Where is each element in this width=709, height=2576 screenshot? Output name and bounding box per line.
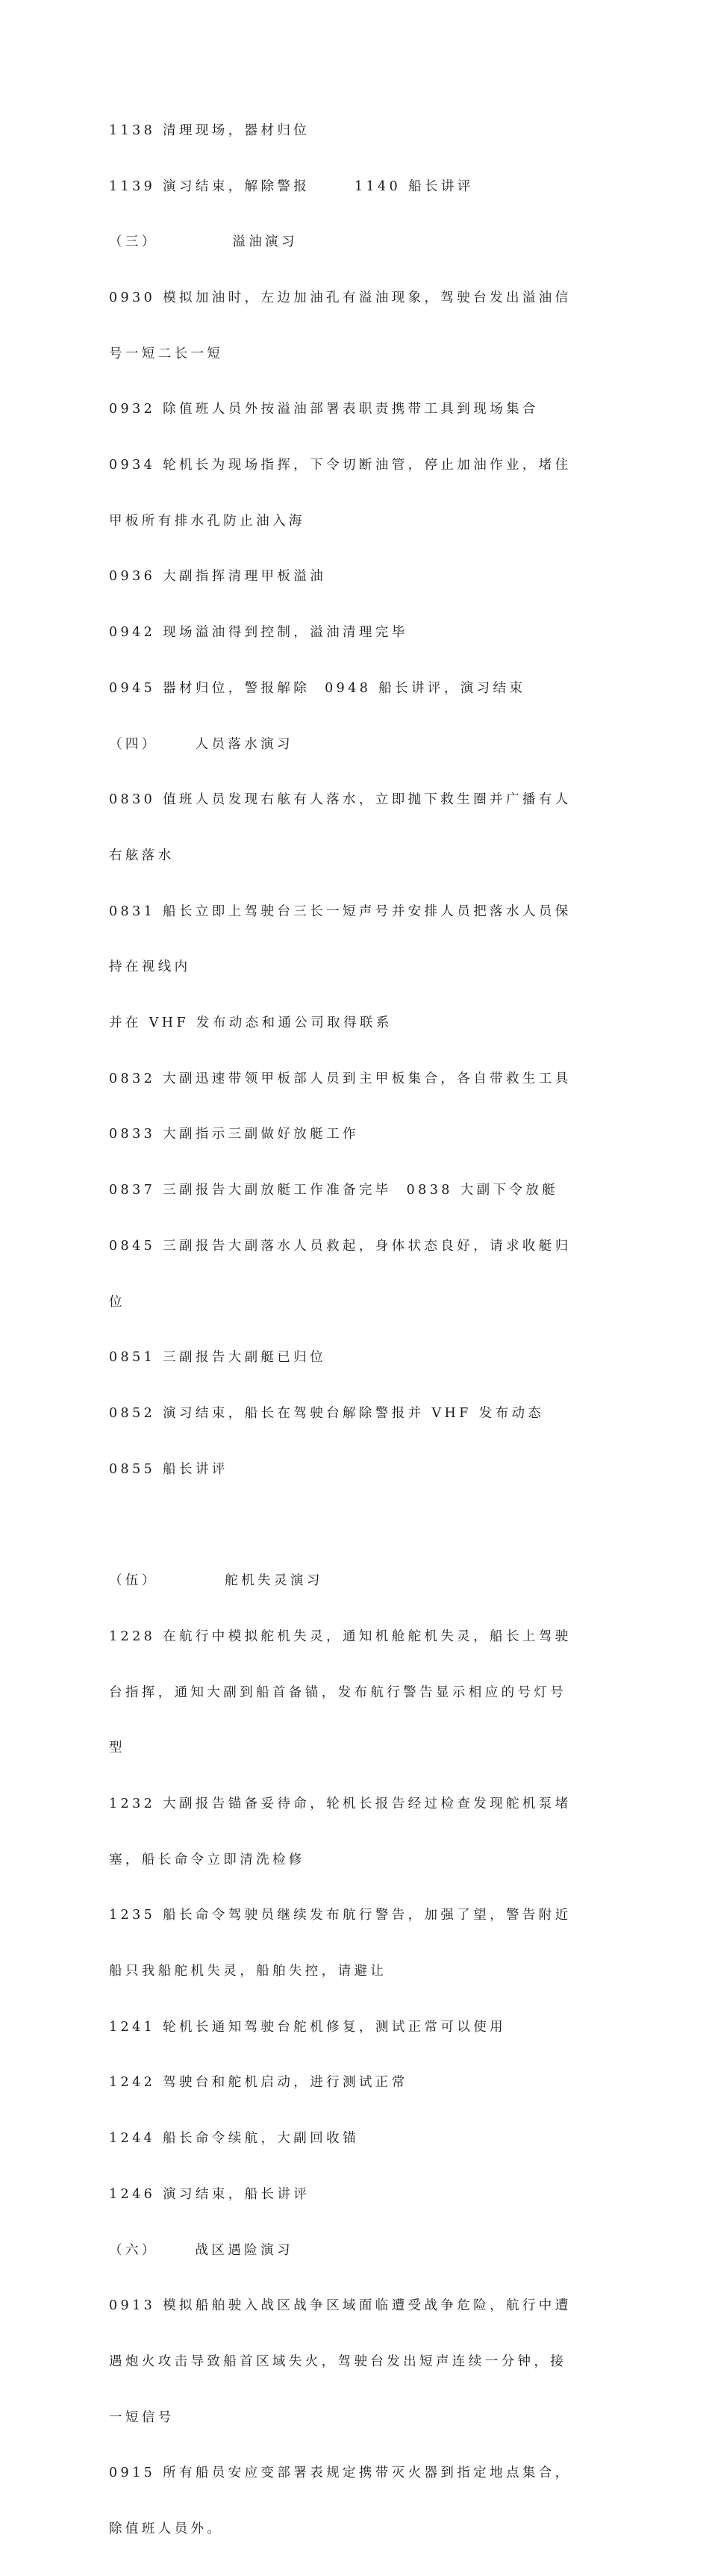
section-heading: （四） 人员落水演习 bbox=[109, 736, 293, 752]
text-line: 1138 清理现场，器材归位 bbox=[109, 122, 310, 138]
text-line: 1244 船长命令续航，大副回收锚 bbox=[109, 2131, 359, 2147]
text-line: 0932 除值班人员外按溢油部署表职责携带工具到现场集合 bbox=[109, 402, 539, 417]
text-line: 1139 演习结束，解除警报 1140 船长讲评 bbox=[109, 178, 474, 194]
text-line: 0855 船长讲评 bbox=[109, 1461, 228, 1477]
text-line: 遇炮火攻击导致船首区域失火，驾驶台发出短声连续一分钟，接 bbox=[109, 2353, 567, 2369]
text-line: 0942 现场溢油得到控制，溢油清理完毕 bbox=[109, 625, 408, 641]
text-line: 0930 模拟加油时，左边加油孔有溢油现象，驾驶台发出溢油信 bbox=[109, 290, 572, 305]
text-line: 1232 大副报告锚备妥待命，轮机长报告经过检查发现舵机泵堵 bbox=[109, 1796, 572, 1811]
blank-line bbox=[109, 1516, 609, 1534]
text-line: 1235 船长命令驾驶员继续发布航行警告，加强了望，警告附近 bbox=[109, 1908, 572, 1923]
text-line: 1241 轮机长通知驾驶台舵机修复，测试正常可以使用 bbox=[109, 2019, 506, 2035]
text-line: 1228 在航行中模拟舵机失灵，通知机舱舵机失灵，船长上驾驶 bbox=[109, 1628, 572, 1644]
text-line: 0851 三副报告大副艇已归位 bbox=[109, 1350, 327, 1366]
text-line: 船只我船舵机失灵，船舶失控，请避让 bbox=[109, 1964, 387, 1979]
text-line: 0934 轮机长为现场指挥，下令切断油管，停止加油作业，堵住 bbox=[109, 458, 572, 473]
text-line: 一短信号 bbox=[109, 2409, 175, 2425]
text-line: 0830 值班人员发现右舷有人落水，立即抛下救生圈并广播有人 bbox=[109, 792, 572, 808]
text-line: 1242 驾驶台和舵机启动，进行测试正常 bbox=[109, 2075, 408, 2091]
text-line: 台指挥，通知大副到船首备锚，发布航行警告显示相应的号灯号 bbox=[109, 1684, 567, 1700]
text-line: 右舷落水 bbox=[109, 847, 175, 863]
text-line: 除值班人员外。 bbox=[109, 2521, 224, 2537]
text-line: 0945 器材归位，警报解除 0948 船长讲评，演习结束 bbox=[109, 680, 526, 696]
text-line: 持在视线内 bbox=[109, 959, 191, 975]
section-heading: （六） 战区遇险演习 bbox=[109, 2242, 293, 2258]
text-line: 位 bbox=[109, 1294, 125, 1310]
text-line: 0845 三副报告大副落水人员救起，身体状态良好，请求收艇归 bbox=[109, 1238, 572, 1254]
document-body bbox=[109, 84, 609, 2576]
text-line: 1246 演习结束，船长讲评 bbox=[109, 2186, 310, 2202]
text-line: 0852 演习结束，船长在驾驶台解除警报并 VHF 发布动态 bbox=[109, 1405, 545, 1421]
text-line: 0831 船长立即上驾驶台三长一短声号并安排人员把落水人员保 bbox=[109, 903, 572, 919]
text-line: 甲板所有排水孔防止油入海 bbox=[109, 513, 305, 529]
text-line: 0833 大副指示三副做好放艇工作 bbox=[109, 1127, 359, 1142]
text-line: 号一短二长一短 bbox=[109, 346, 224, 361]
text-line: 并在 VHF 发布动态和通公司取得联系 bbox=[109, 1015, 393, 1031]
text-line: 0913 模拟船舶驶入战区战争区域面临遭受战争危险，航行中遭 bbox=[109, 2298, 572, 2314]
section-heading: （伍） 舵机失灵演习 bbox=[109, 1573, 323, 1589]
text-line: 0915 所有船员安应变部署表规定携带灭火器到指定地点集合， bbox=[109, 2465, 572, 2481]
text-line: 塞，船长命令立即清洗检修 bbox=[109, 1852, 305, 1867]
text-line: 型 bbox=[109, 1740, 125, 1756]
text-line: 0936 大副指挥清理甲板溢油 bbox=[109, 569, 327, 585]
text-line: 0832 大副迅速带领甲板部人员到主甲板集合，各自带救生工具 bbox=[109, 1071, 572, 1086]
section-heading: （三） 溢油演习 bbox=[109, 234, 298, 250]
text-line: 0837 三副报告大副放艇工作准备完毕 0838 大副下令放艇 bbox=[109, 1183, 559, 1198]
